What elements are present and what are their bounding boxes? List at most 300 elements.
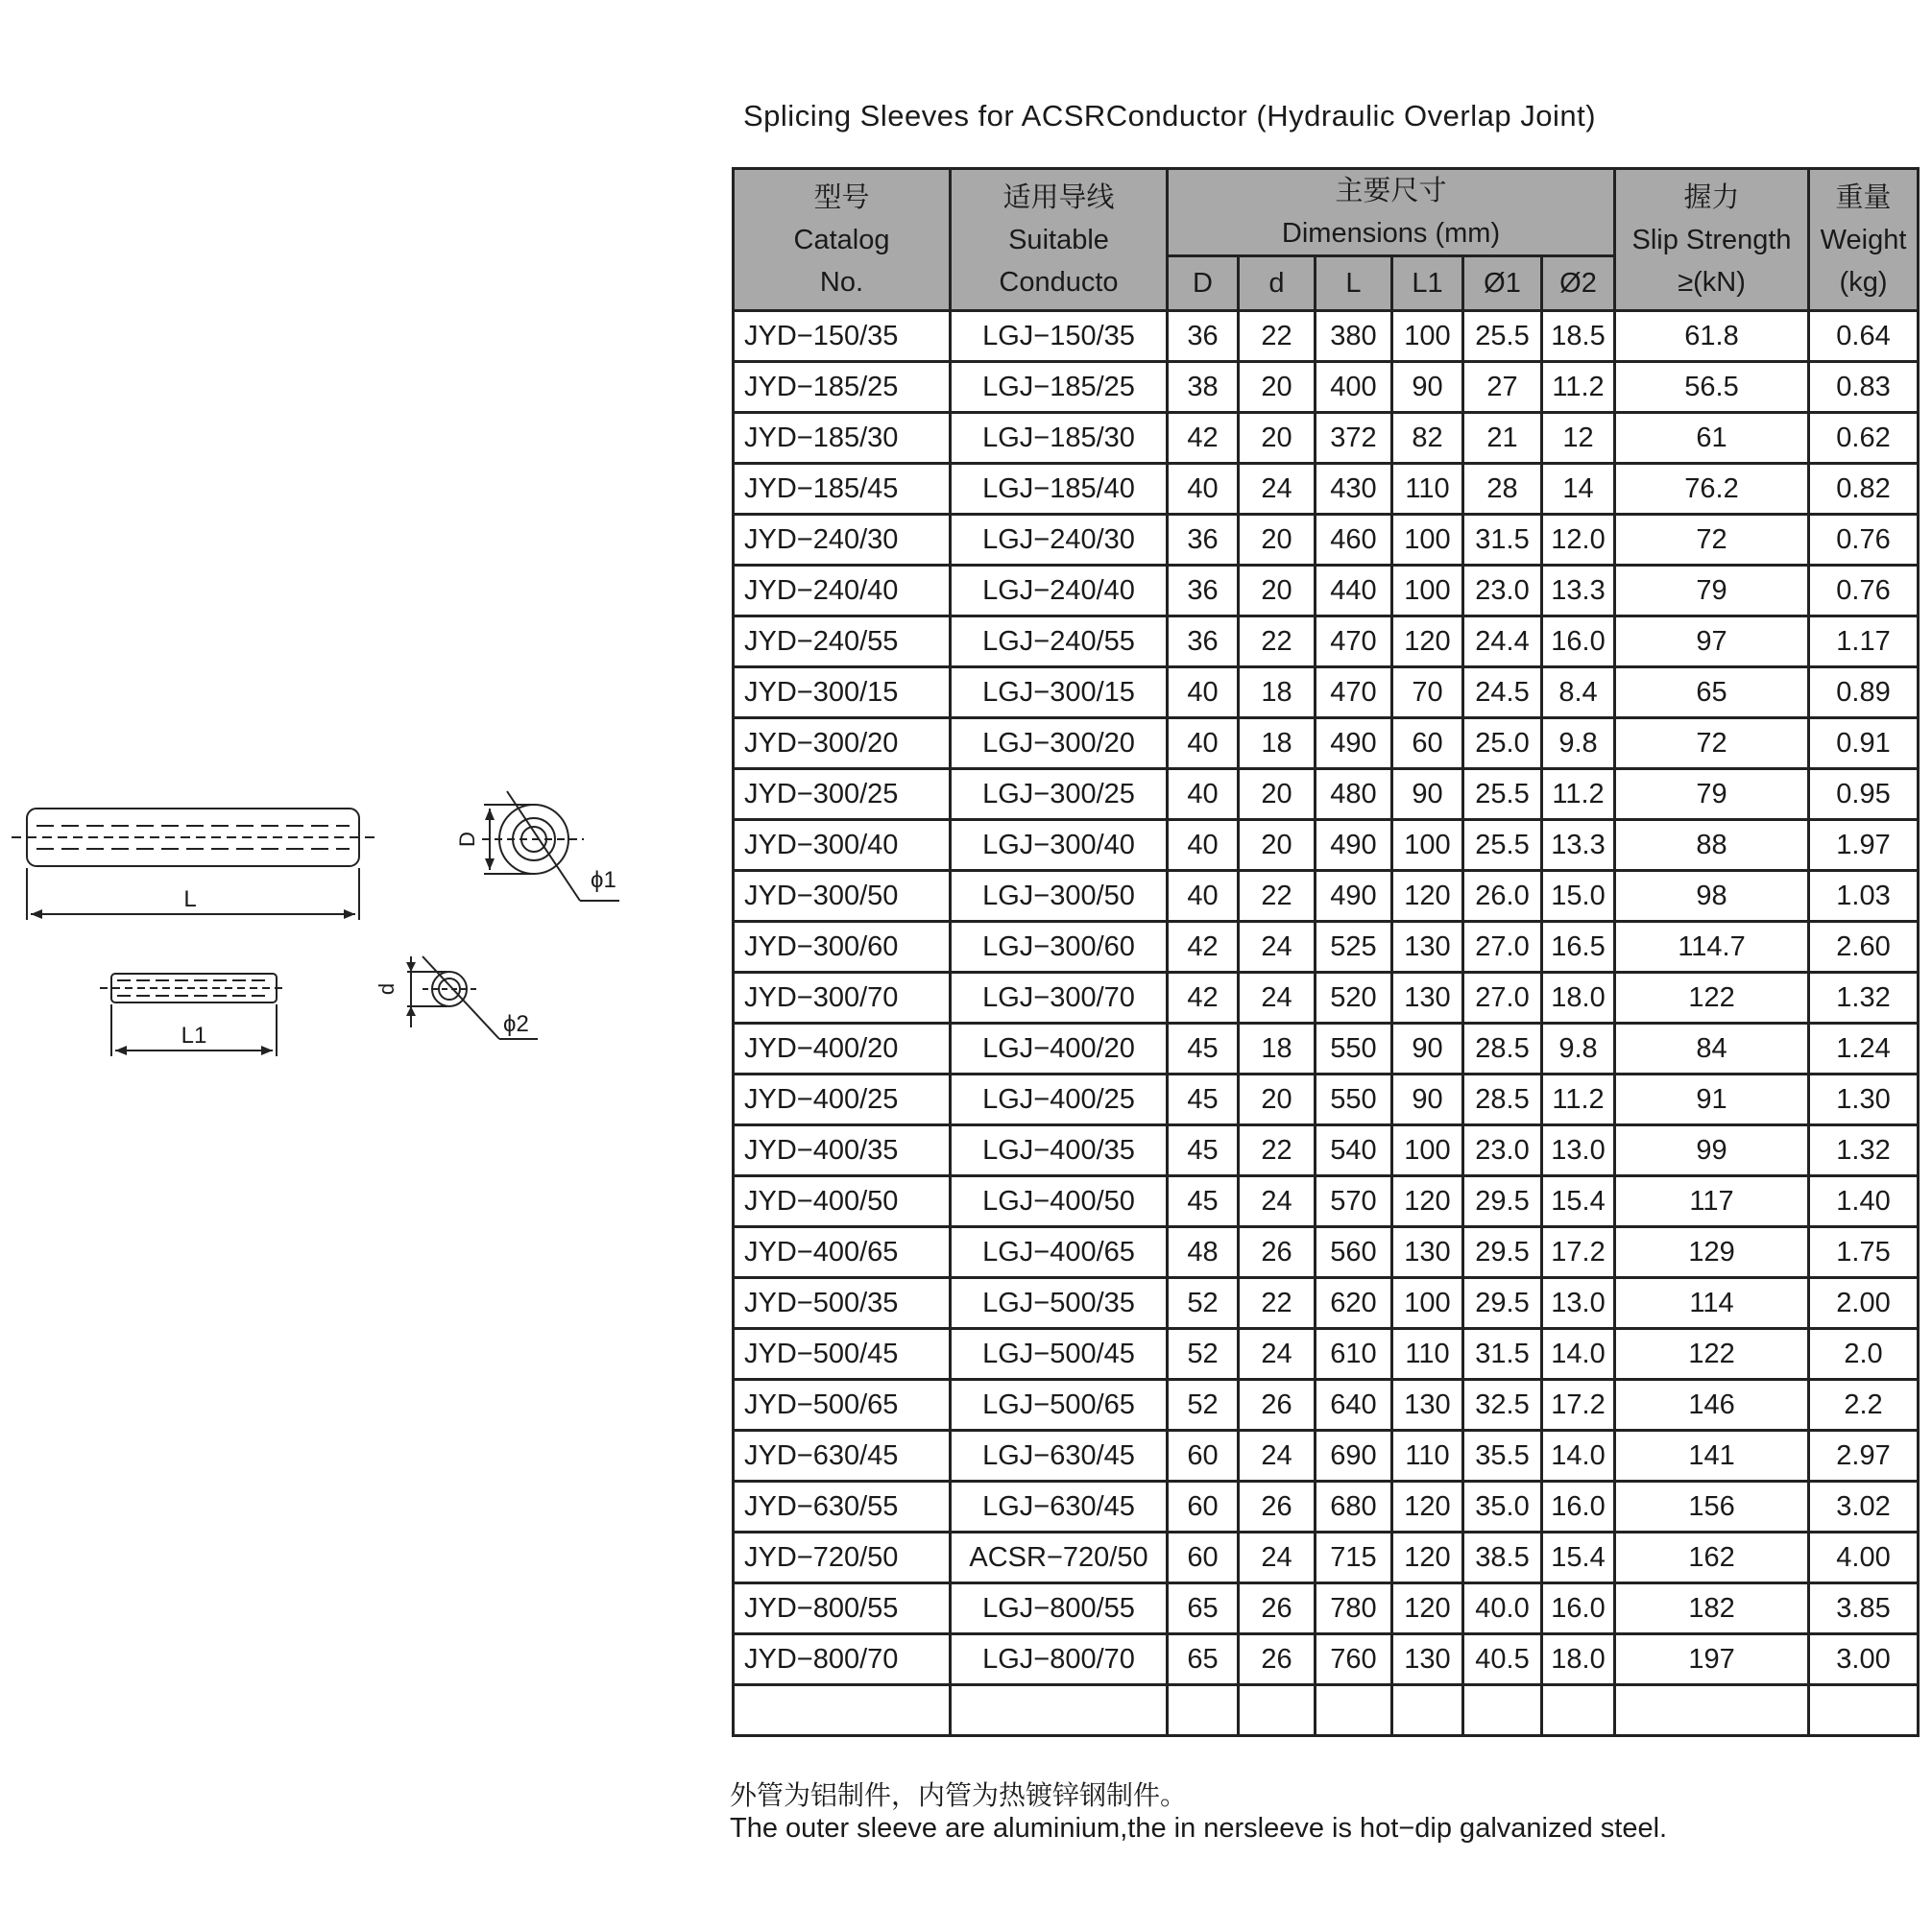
cell-D: 48 xyxy=(1168,1227,1239,1278)
cell-weight: 0.76 xyxy=(1809,566,1919,616)
cell-L: 715 xyxy=(1316,1533,1392,1583)
cell-phi1: 31.5 xyxy=(1463,515,1542,566)
cell-weight: 1.32 xyxy=(1809,973,1919,1024)
cell-conductor: LGJ−500/65 xyxy=(951,1380,1168,1431)
table-row xyxy=(734,1075,1919,1125)
cell-phi2: 17.2 xyxy=(1542,1227,1615,1278)
cell-L1: 120 xyxy=(1392,1482,1463,1533)
cell-D: 36 xyxy=(1168,566,1239,616)
cell-D: 60 xyxy=(1168,1431,1239,1482)
cell-catalog: JYD−240/40 xyxy=(734,566,951,616)
cell-weight: 1.32 xyxy=(1809,1125,1919,1176)
table-row xyxy=(734,311,1919,362)
cell-D: 60 xyxy=(1168,1533,1239,1583)
cell-D: 36 xyxy=(1168,616,1239,667)
table-row xyxy=(734,1685,1919,1736)
cell-slip: 182 xyxy=(1615,1583,1809,1634)
cell-L: 440 xyxy=(1316,566,1392,616)
cell-L1: 130 xyxy=(1392,1380,1463,1431)
cell-L1: 82 xyxy=(1392,413,1463,464)
cell-slip: 98 xyxy=(1615,871,1809,922)
cell-L: 550 xyxy=(1316,1075,1392,1125)
cell-catalog: JYD−630/45 xyxy=(734,1431,951,1482)
cell-L: 560 xyxy=(1316,1227,1392,1278)
cell-d: 24 xyxy=(1239,922,1316,973)
cell-weight: 0.89 xyxy=(1809,667,1919,718)
cell-L: 780 xyxy=(1316,1583,1392,1634)
cell-weight: 2.0 xyxy=(1809,1329,1919,1380)
cell-phi2: 14 xyxy=(1542,464,1615,515)
note-chinese: 外管为铝制件，内管为热镀锌钢制件。 xyxy=(730,1780,1188,1810)
cell-phi2: 9.8 xyxy=(1542,718,1615,769)
cell-D: 40 xyxy=(1168,769,1239,820)
cell-conductor: LGJ−185/25 xyxy=(951,362,1168,413)
cell-phi2: 15.0 xyxy=(1542,871,1615,922)
table-row xyxy=(734,871,1919,922)
cell-conductor: ACSR−720/50 xyxy=(951,1533,1168,1583)
cell-L: 430 xyxy=(1316,464,1392,515)
cell-phi2: 18.0 xyxy=(1542,973,1615,1024)
cell-slip: 162 xyxy=(1615,1533,1809,1583)
cell-phi2: 12 xyxy=(1542,413,1615,464)
table-row xyxy=(734,973,1919,1024)
cell-phi1: 27.0 xyxy=(1463,973,1542,1024)
cell-d: 22 xyxy=(1239,1278,1316,1329)
cell-slip: 122 xyxy=(1615,973,1809,1024)
label-phi2: ϕ2 xyxy=(503,1011,529,1037)
cell-phi1: 28.5 xyxy=(1463,1024,1542,1075)
cell-slip: 76.2 xyxy=(1615,464,1809,515)
cell-d: 26 xyxy=(1239,1583,1316,1634)
cell-L1: 120 xyxy=(1392,1176,1463,1227)
cell-conductor: LGJ−500/35 xyxy=(951,1278,1168,1329)
cell-slip: 91 xyxy=(1615,1075,1809,1125)
cell-d: 26 xyxy=(1239,1380,1316,1431)
cell-catalog: JYD−400/25 xyxy=(734,1075,951,1125)
cell-catalog: JYD−500/35 xyxy=(734,1278,951,1329)
table-row xyxy=(734,1278,1919,1329)
cell-phi1: 38.5 xyxy=(1463,1533,1542,1583)
label-d: d xyxy=(374,982,398,996)
cell-phi1: 28.5 xyxy=(1463,1075,1542,1125)
cell-L1: 120 xyxy=(1392,616,1463,667)
cell-phi1: 25.5 xyxy=(1463,769,1542,820)
table-row xyxy=(734,1482,1919,1533)
note-english: The outer sleeve are aluminium,the in nersleeve is hot−dip galvanized steel. xyxy=(730,1813,1668,1844)
cell-D: 52 xyxy=(1168,1380,1239,1431)
cell-d: 20 xyxy=(1239,1075,1316,1125)
cell-d: 24 xyxy=(1239,973,1316,1024)
cell-d: 24 xyxy=(1239,1329,1316,1380)
cell-weight: 1.97 xyxy=(1809,820,1919,871)
table-row xyxy=(734,718,1919,769)
cell-weight xyxy=(1809,1685,1919,1736)
cell-weight: 0.82 xyxy=(1809,464,1919,515)
cell-L1: 120 xyxy=(1392,1533,1463,1583)
cell-slip: 99 xyxy=(1615,1125,1809,1176)
cell-phi2: 11.2 xyxy=(1542,1075,1615,1125)
cell-D: 40 xyxy=(1168,667,1239,718)
cell-catalog: JYD−240/30 xyxy=(734,515,951,566)
cell-phi1: 28 xyxy=(1463,464,1542,515)
cell-phi1: 24.4 xyxy=(1463,616,1542,667)
cell-weight: 1.30 xyxy=(1809,1075,1919,1125)
sleeve-drawing xyxy=(0,749,653,1095)
cell-weight: 4.00 xyxy=(1809,1533,1919,1583)
cell-L1: 130 xyxy=(1392,1227,1463,1278)
cell-phi1: 32.5 xyxy=(1463,1380,1542,1431)
table-row xyxy=(734,464,1919,515)
cell-d: 22 xyxy=(1239,1125,1316,1176)
col-L-header: L xyxy=(1316,256,1392,311)
cell-D: 42 xyxy=(1168,922,1239,973)
page-title: Splicing Sleeves for ACSRConductor (Hydraulic Overlap Joint) xyxy=(743,99,1597,133)
table-row xyxy=(734,1125,1919,1176)
cell-catalog: JYD−300/60 xyxy=(734,922,951,973)
cell-d: 24 xyxy=(1239,1176,1316,1227)
cell-phi1: 25.5 xyxy=(1463,820,1542,871)
cell-slip: 65 xyxy=(1615,667,1809,718)
cell-d: 20 xyxy=(1239,566,1316,616)
cell-weight: 0.91 xyxy=(1809,718,1919,769)
cell-L1: 120 xyxy=(1392,871,1463,922)
cell-catalog: JYD−300/15 xyxy=(734,667,951,718)
cell-L: 610 xyxy=(1316,1329,1392,1380)
table-row xyxy=(734,820,1919,871)
cell-catalog: JYD−800/55 xyxy=(734,1583,951,1634)
cell-d: 22 xyxy=(1239,871,1316,922)
cell-catalog: JYD−240/55 xyxy=(734,616,951,667)
cell-L1: 100 xyxy=(1392,311,1463,362)
cell-conductor: LGJ−400/65 xyxy=(951,1227,1168,1278)
cell-conductor: LGJ−630/45 xyxy=(951,1431,1168,1482)
cell-L: 372 xyxy=(1316,413,1392,464)
cell-phi2: 16.0 xyxy=(1542,1583,1615,1634)
cell-slip: 156 xyxy=(1615,1482,1809,1533)
cell-phi2: 13.0 xyxy=(1542,1278,1615,1329)
cell-L: 550 xyxy=(1316,1024,1392,1075)
cell-L1 xyxy=(1392,1685,1463,1736)
cell-slip: 146 xyxy=(1615,1380,1809,1431)
cell-d: 18 xyxy=(1239,718,1316,769)
cell-L: 640 xyxy=(1316,1380,1392,1431)
cell-L: 540 xyxy=(1316,1125,1392,1176)
cell-L: 490 xyxy=(1316,718,1392,769)
cell-conductor: LGJ−400/25 xyxy=(951,1075,1168,1125)
col-L1-header: L1 xyxy=(1392,256,1463,311)
cell-L: 480 xyxy=(1316,769,1392,820)
cell-catalog: JYD−800/70 xyxy=(734,1634,951,1685)
cell-phi1: 23.0 xyxy=(1463,566,1542,616)
cell-L1: 100 xyxy=(1392,1125,1463,1176)
cell-catalog: JYD−500/45 xyxy=(734,1329,951,1380)
cell-D: 45 xyxy=(1168,1125,1239,1176)
cell-d xyxy=(1239,1685,1316,1736)
cell-weight: 1.75 xyxy=(1809,1227,1919,1278)
cell-L1: 130 xyxy=(1392,1634,1463,1685)
cell-conductor: LGJ−300/50 xyxy=(951,871,1168,922)
cell-D xyxy=(1168,1685,1239,1736)
cell-d: 24 xyxy=(1239,464,1316,515)
cell-D: 52 xyxy=(1168,1278,1239,1329)
cell-phi2: 18.0 xyxy=(1542,1634,1615,1685)
cell-phi2: 15.4 xyxy=(1542,1176,1615,1227)
cell-weight: 3.02 xyxy=(1809,1482,1919,1533)
cell-phi1: 29.5 xyxy=(1463,1227,1542,1278)
cell-catalog: JYD−185/45 xyxy=(734,464,951,515)
cell-L: 490 xyxy=(1316,820,1392,871)
col-catalog-header: 型号 Catalog No. xyxy=(734,169,951,311)
cell-L: 525 xyxy=(1316,922,1392,973)
cell-D: 60 xyxy=(1168,1482,1239,1533)
cell-L1: 60 xyxy=(1392,718,1463,769)
cell-D: 40 xyxy=(1168,871,1239,922)
cell-L: 380 xyxy=(1316,311,1392,362)
cell-D: 65 xyxy=(1168,1583,1239,1634)
cell-d: 20 xyxy=(1239,820,1316,871)
cell-conductor: LGJ−185/30 xyxy=(951,413,1168,464)
cell-weight: 1.24 xyxy=(1809,1024,1919,1075)
cell-phi2: 8.4 xyxy=(1542,667,1615,718)
cell-phi2: 14.0 xyxy=(1542,1431,1615,1482)
cell-D: 38 xyxy=(1168,362,1239,413)
cell-phi1: 29.5 xyxy=(1463,1176,1542,1227)
cell-D: 65 xyxy=(1168,1634,1239,1685)
cell-L1: 100 xyxy=(1392,820,1463,871)
table-row xyxy=(734,1329,1919,1380)
cell-phi1: 35.0 xyxy=(1463,1482,1542,1533)
cell-L1: 90 xyxy=(1392,362,1463,413)
cell-catalog: JYD−500/65 xyxy=(734,1380,951,1431)
cell-d: 20 xyxy=(1239,515,1316,566)
cell-conductor: LGJ−300/20 xyxy=(951,718,1168,769)
cell-conductor: LGJ−300/15 xyxy=(951,667,1168,718)
cell-conductor: LGJ−300/60 xyxy=(951,922,1168,973)
cell-L1: 110 xyxy=(1392,1431,1463,1482)
cell-L: 520 xyxy=(1316,973,1392,1024)
cell-phi1: 40.0 xyxy=(1463,1583,1542,1634)
cell-L1: 110 xyxy=(1392,464,1463,515)
table-row xyxy=(734,667,1919,718)
cell-D: 52 xyxy=(1168,1329,1239,1380)
cell-slip: 117 xyxy=(1615,1176,1809,1227)
cell-L: 470 xyxy=(1316,616,1392,667)
cell-conductor: LGJ−240/40 xyxy=(951,566,1168,616)
cell-D: 42 xyxy=(1168,973,1239,1024)
cell-weight: 3.00 xyxy=(1809,1634,1919,1685)
cell-L1: 130 xyxy=(1392,973,1463,1024)
cell-D: 45 xyxy=(1168,1176,1239,1227)
cell-d: 20 xyxy=(1239,769,1316,820)
cell-L: 680 xyxy=(1316,1482,1392,1533)
cell-slip: 79 xyxy=(1615,769,1809,820)
col-D-header: D xyxy=(1168,256,1239,311)
cell-L: 690 xyxy=(1316,1431,1392,1482)
cell-catalog: JYD−300/50 xyxy=(734,871,951,922)
cell-catalog: JYD−400/50 xyxy=(734,1176,951,1227)
cell-weight: 2.2 xyxy=(1809,1380,1919,1431)
cell-slip xyxy=(1615,1685,1809,1736)
cell-slip: 61 xyxy=(1615,413,1809,464)
cell-phi2: 18.5 xyxy=(1542,311,1615,362)
cell-phi1: 23.0 xyxy=(1463,1125,1542,1176)
cell-L: 490 xyxy=(1316,871,1392,922)
cell-catalog: JYD−400/20 xyxy=(734,1024,951,1075)
cell-weight: 0.62 xyxy=(1809,413,1919,464)
cell-slip: 72 xyxy=(1615,515,1809,566)
cell-L1: 100 xyxy=(1392,515,1463,566)
cell-d: 22 xyxy=(1239,311,1316,362)
cell-L: 400 xyxy=(1316,362,1392,413)
cell-d: 18 xyxy=(1239,667,1316,718)
label-D: D xyxy=(455,832,479,847)
cell-phi1: 26.0 xyxy=(1463,871,1542,922)
cell-d: 20 xyxy=(1239,413,1316,464)
cell-L1: 120 xyxy=(1392,1583,1463,1634)
cell-d: 26 xyxy=(1239,1634,1316,1685)
cell-weight: 3.85 xyxy=(1809,1583,1919,1634)
cell-L1: 110 xyxy=(1392,1329,1463,1380)
table-row xyxy=(734,413,1919,464)
table-row xyxy=(734,1583,1919,1634)
cell-weight: 2.00 xyxy=(1809,1278,1919,1329)
cell-phi2: 16.0 xyxy=(1542,1482,1615,1533)
cell-phi1: 27.0 xyxy=(1463,922,1542,973)
cell-D: 40 xyxy=(1168,718,1239,769)
cell-phi1: 25.0 xyxy=(1463,718,1542,769)
cell-L: 470 xyxy=(1316,667,1392,718)
cell-weight: 1.40 xyxy=(1809,1176,1919,1227)
cell-weight: 2.97 xyxy=(1809,1431,1919,1482)
table-row xyxy=(734,566,1919,616)
cell-phi1: 27 xyxy=(1463,362,1542,413)
table-row xyxy=(734,515,1919,566)
cell-phi2: 13.3 xyxy=(1542,566,1615,616)
cell-phi2: 11.2 xyxy=(1542,362,1615,413)
cell-conductor: LGJ−630/45 xyxy=(951,1482,1168,1533)
table-row xyxy=(734,362,1919,413)
table-row xyxy=(734,1227,1919,1278)
cell-weight: 0.76 xyxy=(1809,515,1919,566)
cell-slip: 97 xyxy=(1615,616,1809,667)
cell-L1: 70 xyxy=(1392,667,1463,718)
col-phi1-header: Ø1 xyxy=(1463,256,1542,311)
cell-phi1: 40.5 xyxy=(1463,1634,1542,1685)
cell-slip: 88 xyxy=(1615,820,1809,871)
col-weight-header: 重量 Weight (kg) xyxy=(1809,169,1919,311)
cell-L: 620 xyxy=(1316,1278,1392,1329)
cell-catalog: JYD−300/20 xyxy=(734,718,951,769)
cell-slip: 84 xyxy=(1615,1024,1809,1075)
cell-phi1: 31.5 xyxy=(1463,1329,1542,1380)
cell-phi1: 35.5 xyxy=(1463,1431,1542,1482)
label-L: L xyxy=(183,886,197,912)
cell-D: 45 xyxy=(1168,1075,1239,1125)
cell-L1: 90 xyxy=(1392,1024,1463,1075)
cell-weight: 2.60 xyxy=(1809,922,1919,973)
cell-slip: 72 xyxy=(1615,718,1809,769)
cell-conductor: LGJ−240/55 xyxy=(951,616,1168,667)
cell-D: 42 xyxy=(1168,413,1239,464)
cell-catalog: JYD−720/50 xyxy=(734,1533,951,1583)
col-conductor-header: 适用导线 Suitable Conducto xyxy=(951,169,1168,311)
table-row xyxy=(734,1024,1919,1075)
cell-phi2: 14.0 xyxy=(1542,1329,1615,1380)
cell-catalog: JYD−400/35 xyxy=(734,1125,951,1176)
cell-conductor: LGJ−800/70 xyxy=(951,1634,1168,1685)
cell-catalog: JYD−300/40 xyxy=(734,820,951,871)
cell-catalog: JYD−185/30 xyxy=(734,413,951,464)
cell-slip: 56.5 xyxy=(1615,362,1809,413)
cell-weight: 0.95 xyxy=(1809,769,1919,820)
col-slip-header: 握力 Slip Strength ≥(kN) xyxy=(1615,169,1809,311)
cell-conductor: LGJ−500/45 xyxy=(951,1329,1168,1380)
cell-phi2: 15.4 xyxy=(1542,1533,1615,1583)
cell-d: 26 xyxy=(1239,1482,1316,1533)
cell-D: 45 xyxy=(1168,1024,1239,1075)
cell-conductor: LGJ−400/20 xyxy=(951,1024,1168,1075)
cell-phi2: 12.0 xyxy=(1542,515,1615,566)
label-L1: L1 xyxy=(181,1023,207,1049)
cell-conductor: LGJ−400/50 xyxy=(951,1176,1168,1227)
cell-phi2: 9.8 xyxy=(1542,1024,1615,1075)
cell-slip: 79 xyxy=(1615,566,1809,616)
table-row xyxy=(734,922,1919,973)
cell-catalog: JYD−150/35 xyxy=(734,311,951,362)
cell-catalog: JYD−400/65 xyxy=(734,1227,951,1278)
cell-slip: 114 xyxy=(1615,1278,1809,1329)
cell-weight: 0.83 xyxy=(1809,362,1919,413)
cell-catalog: JYD−630/55 xyxy=(734,1482,951,1533)
cell-conductor: LGJ−150/35 xyxy=(951,311,1168,362)
cell-slip: 61.8 xyxy=(1615,311,1809,362)
cell-slip: 197 xyxy=(1615,1634,1809,1685)
cell-weight: 1.17 xyxy=(1809,616,1919,667)
cell-L: 570 xyxy=(1316,1176,1392,1227)
cell-phi2: 13.3 xyxy=(1542,820,1615,871)
table-row xyxy=(734,769,1919,820)
col-dimensions-header: 主要尺寸 Dimensions (mm) xyxy=(1168,169,1615,256)
cell-d: 20 xyxy=(1239,362,1316,413)
cell-L1: 100 xyxy=(1392,566,1463,616)
cell-weight: 0.64 xyxy=(1809,311,1919,362)
cell-conductor: LGJ−300/40 xyxy=(951,820,1168,871)
table-row xyxy=(734,1634,1919,1685)
col-phi2-header: Ø2 xyxy=(1542,256,1615,311)
cell-d: 26 xyxy=(1239,1227,1316,1278)
table-row xyxy=(734,1380,1919,1431)
cell-slip: 122 xyxy=(1615,1329,1809,1380)
cell-phi1: 21 xyxy=(1463,413,1542,464)
cell-D: 36 xyxy=(1168,515,1239,566)
cell-d: 24 xyxy=(1239,1431,1316,1482)
col-d-header: d xyxy=(1239,256,1316,311)
cell-slip: 141 xyxy=(1615,1431,1809,1482)
cell-conductor: LGJ−400/35 xyxy=(951,1125,1168,1176)
cell-conductor: LGJ−185/40 xyxy=(951,464,1168,515)
cell-phi2: 16.5 xyxy=(1542,922,1615,973)
table-row xyxy=(734,1176,1919,1227)
cell-phi2: 17.2 xyxy=(1542,1380,1615,1431)
cell-slip: 114.7 xyxy=(1615,922,1809,973)
cell-phi1: 29.5 xyxy=(1463,1278,1542,1329)
table-row xyxy=(734,1431,1919,1482)
cell-catalog: JYD−185/25 xyxy=(734,362,951,413)
cell-catalog: JYD−300/25 xyxy=(734,769,951,820)
cell-phi2: 16.0 xyxy=(1542,616,1615,667)
table-row xyxy=(734,616,1919,667)
cell-phi2 xyxy=(1542,1685,1615,1736)
